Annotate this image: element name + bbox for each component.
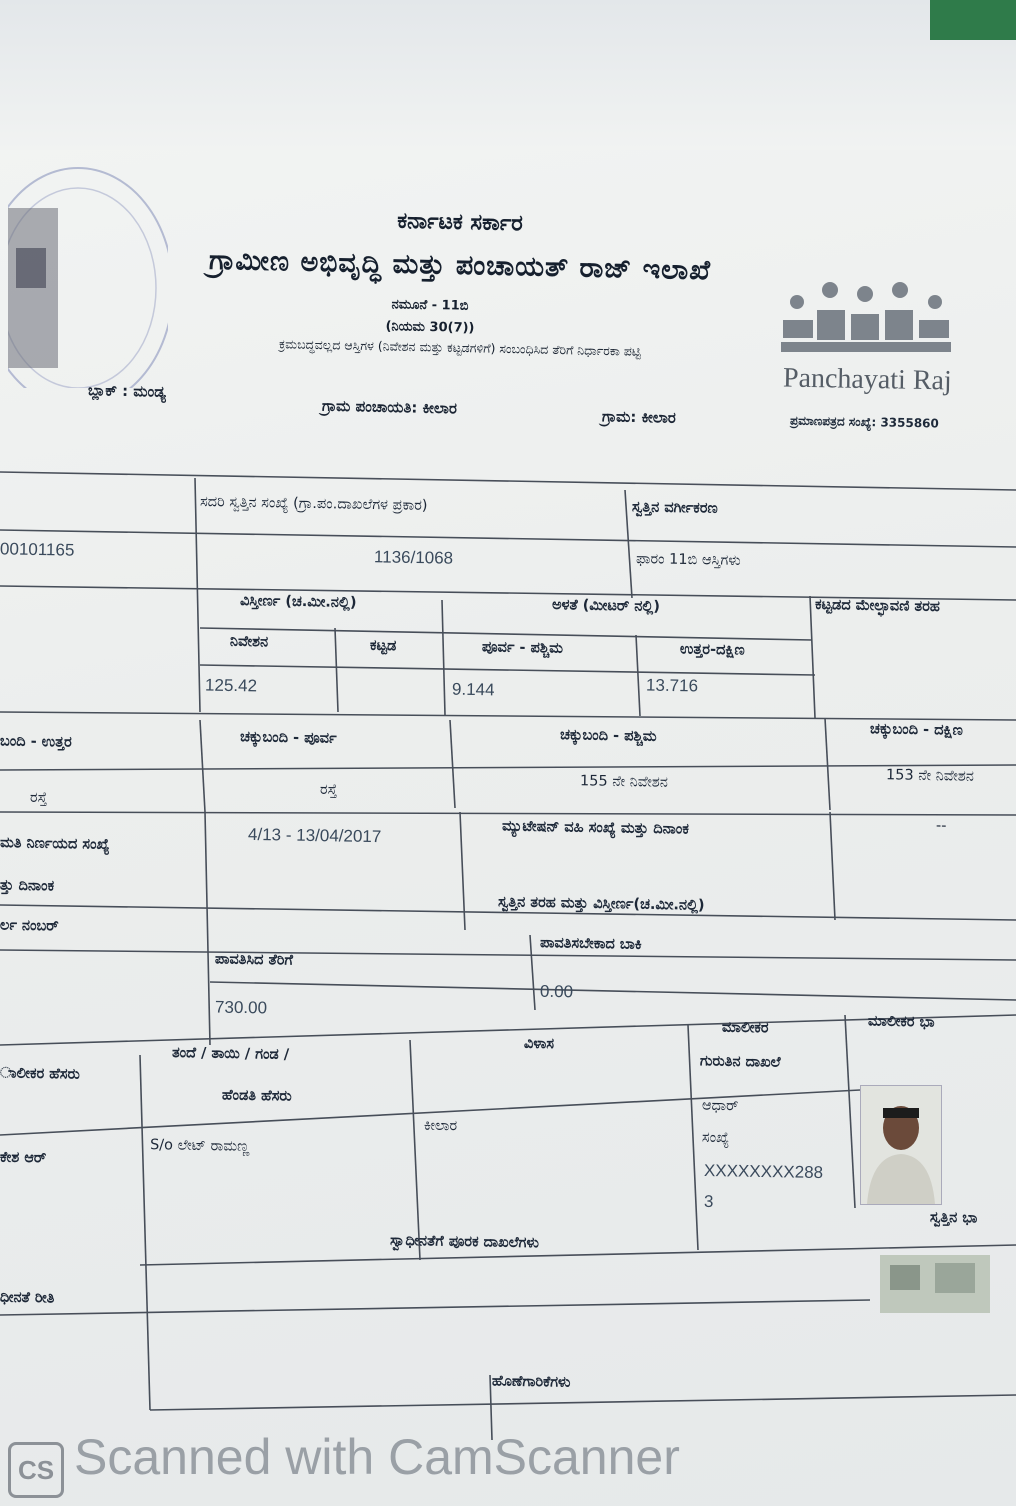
owner-id-label-2: ಗುರುತಿನ ದಾಖಲೆ (699, 1053, 781, 1071)
east-west-value: 9.144 (451, 679, 495, 700)
rule-number: (ನಿಯಮ 30(7)) (385, 319, 475, 336)
aadhaar-label: ಆಧಾರ್ (701, 1097, 739, 1115)
block-field: ಬ್ಲಾಕ್ : ಮಂಡ್ಯ (87, 381, 167, 401)
owner-name-label: ಾಲೀಕರ ಹೆಸರು (0, 1065, 80, 1083)
village-field: ಗ್ರಾಮ: ಕೀಲಾರ (601, 407, 677, 427)
boundary-south-label: ಚಕ್ಕುಬಂದಿ - ದಕ್ಷಿಣ (869, 721, 963, 739)
government-title: ಕರ್ನಾಟಕ ಸರ್ಕಾರ (396, 208, 524, 237)
camscanner-logo-icon: CS (8, 1442, 64, 1498)
official-seal-stamp (8, 118, 168, 388)
boundary-east-value: ರಸ್ತೆ (319, 781, 338, 799)
dimension-label: ಅಳತೆ (ಮೀಟರ್ ನಲ್ಲಿ) (551, 597, 661, 615)
site-label: ನಿವೇಶನ (229, 633, 269, 651)
relation-label: ತಂದೆ / ತಾಯಿ / ಗಂಡ / (171, 1044, 290, 1064)
owner-photo (860, 1085, 942, 1205)
site-area-value: 125.42 (204, 675, 258, 696)
relation-label-2: ಹೆಂಡತಿ ಹೆಸರು (221, 1087, 292, 1105)
relation-value: S/o ಲೇಟ್ ರಾಮಣ್ಣ (149, 1137, 250, 1155)
balance-label: ಪಾವತಿಸಬೇಕಾದ ಬಾಕಿ (539, 935, 642, 953)
property-number-label: ಸದರಿ ಸ್ವತ್ತಿನ ಸಂಖ್ಯೆ (ಗ್ರಾ.ಪಂ.ದಾಖಲೆಗಳ ಪ್ರಕಾರ) (199, 494, 428, 514)
background-green-strip (930, 0, 1016, 40)
property-id-value: 00101165 (0, 539, 75, 560)
resolution-label: ಮತಿ ನಿರ್ಣಯದ ಸಂಖ್ಯೆ (0, 835, 110, 853)
resolution-value: 4/13 - 13/04/2017 (247, 824, 382, 847)
property-number-value: 1136/1068 (373, 547, 454, 568)
east-west-label: ಪೂರ್ವ - ಪಶ್ಚಿಮ (481, 639, 564, 657)
liabilities-label: ಹೊಣೆಗಾರಿಕೆಗಳು (491, 1373, 571, 1391)
tax-paid-value: 730.00 (214, 997, 268, 1018)
tax-paid-label: ಪಾವತಿಸಿದ ತೆರಿಗೆ (214, 951, 294, 969)
property-photo-label: ಸ್ವತ್ತಿನ ಭಾ (929, 1209, 978, 1227)
area-label: ವಿಸ್ತೀರ್ಣ (ಚ.ಮೀ.ನಲ್ಲಿ) (239, 592, 357, 612)
ownership-documents-label: ಸ್ವಾಧೀನತೆಗೆ ಪೂರಕ ದಾಖಲೆಗಳು (389, 1232, 540, 1252)
panchayati-raj-logo (775, 280, 960, 370)
aadhaar-label-2: ಸಂಖ್ಯೆ (701, 1129, 730, 1147)
north-south-value: 13.716 (645, 675, 699, 696)
mutation-value: -- (935, 817, 947, 835)
boundary-east-label: ಚಕ್ಕುಬಂದಿ - ಪೂರ್ವ (239, 729, 337, 747)
form-number: ನಮೂನೆ - 11ಬಿ (391, 297, 469, 314)
aadhaar-value-2: 3 (703, 1191, 714, 1212)
address-label: ವಿಳಾಸ (523, 1035, 555, 1053)
boundary-west-value: 155 ನೇ ನಿವೇಶನ (579, 773, 668, 791)
mutation-label: ಮ್ಯುಟೇಷನ್ ವಹಿ ಸಂಖ್ಯೆ ಮತ್ತು ದಿನಾಂಕ (501, 818, 689, 838)
building-label: ಕಟ್ಟಡ (369, 637, 397, 655)
resolution-date-label: ತ್ತು ದಿನಾಂಕ (0, 877, 55, 895)
owner-id-label: ಮಾಲೀಕರ (721, 1019, 769, 1037)
address-value: ಕೀಲಾರ (423, 1117, 458, 1135)
roof-type-label: ಕಟ್ಟಡದ ಮೇಲ್ಛಾವಣಿ ತರಹ (814, 596, 941, 616)
owner-photo-label: ಮಾಲೀಕರ ಭಾ (867, 1013, 935, 1031)
boundary-north-label: ಬಂದಿ - ಉತ್ತರ (0, 733, 72, 751)
boundary-west-label: ಚಕ್ಕುಬಂದಿ - ಪಶ್ಚಿಮ (559, 727, 657, 745)
balance-value: 0.00 (539, 981, 574, 1002)
classification-value: ಫಾರಂ 11ಬಿ ಆಸ್ತಿಗಳು (635, 551, 741, 569)
camscanner-watermark: Scanned with CamScanner (74, 1429, 680, 1485)
property-type-label: ಸ್ವತ್ತಿನ ತರಹ ಮತ್ತು ವಿಸ್ತೀರ್ಣ(ಚ.ಮೀ.ನಲ್ಲಿ) (497, 894, 705, 914)
boundary-south-value: 153 ನೇ ನಿವೇಶನ (885, 767, 974, 785)
number-label: ರ್ಲ ನಂಬರ್ (0, 917, 59, 935)
aadhaar-value: XXXXXXXX288 (703, 1160, 824, 1183)
boundary-north-value: ರಸ್ತೆ (29, 789, 48, 807)
department-title: ಗ್ರಾಮೀಣ ಅಭಿವೃದ್ಧಿ ಮತ್ತು ಪಂಚಾಯತ್ ರಾಜ್ ಇಲಾಖೆ (208, 244, 712, 287)
owner-name-value: ಕೇಶ ಆರ್ (0, 1149, 47, 1167)
gram-panchayat-field: ಗ್ರಾಮ ಪಂಚಾಯತಿ: ಕೀಲಾರ (321, 396, 458, 418)
classification-label: ಸ್ವತ್ತಿನ ವರ್ಗೀಕರಣ (631, 499, 718, 517)
certificate-number: ಪ್ರಮಾಣಪತ್ರದ ಸಂಖ್ಯೆ: 3355860 (789, 413, 940, 431)
ownership-mode-label: ಧೀನತೆ ರೀತಿ (0, 1289, 55, 1307)
document-subtitle: ಕ್ರಮಬದ್ಧವಲ್ಲದ ಆಸ್ತಿಗಳ (ನಿವೇಶನ ಮತ್ತು ಕಟ್ಟಡಗಳಿಗೆ) ಸಂಬಂಧಿಸಿದ ತೆರಿಗೆ ನಿರ್ಧಾರಕಾ ಪಟ್ಟಿ (278, 336, 642, 359)
brand-name: Panchayati Raj (782, 362, 953, 397)
property-photo (880, 1255, 990, 1313)
north-south-label: ಉತ್ತರ-ದಕ್ಷಿಣ (679, 641, 745, 659)
